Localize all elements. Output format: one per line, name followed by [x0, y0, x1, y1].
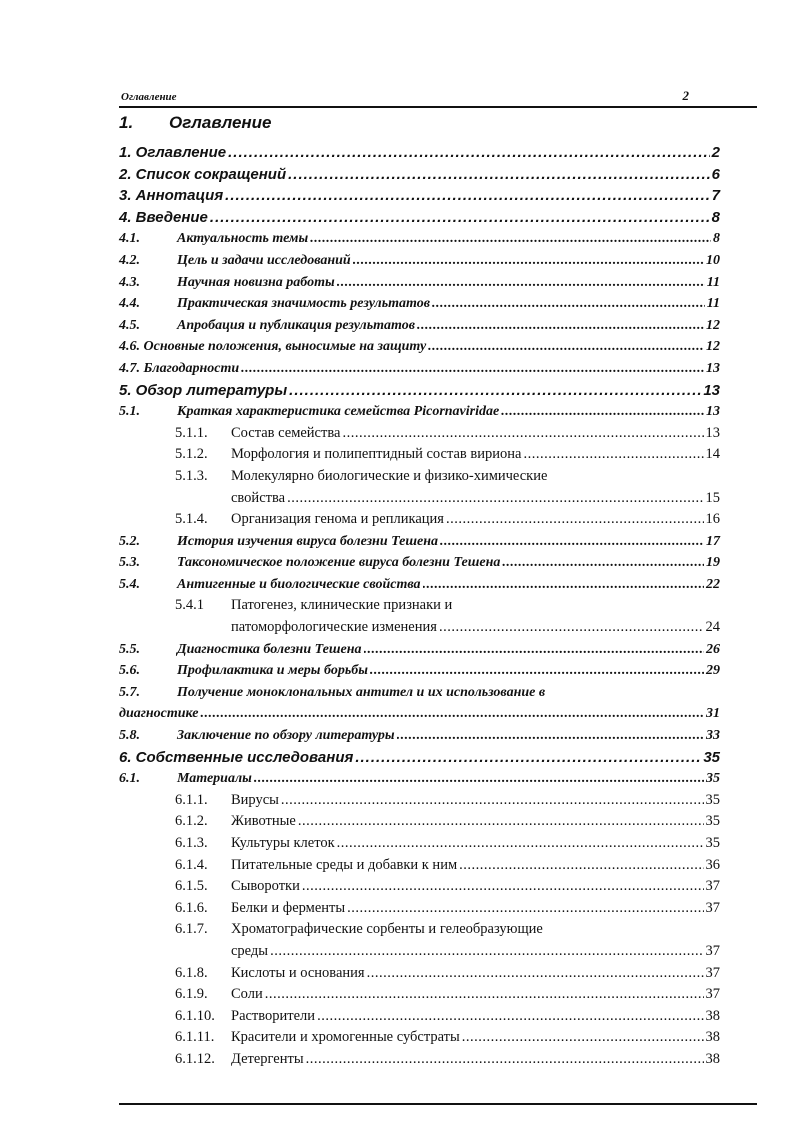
toc-entry[interactable] — [119, 1006, 720, 1028]
toc-leader-dots — [200, 703, 704, 725]
toc-entry-title: Научная новизна работы — [177, 274, 335, 290]
toc-entry-number: 4.2. — [119, 252, 140, 268]
toc-entry-page: 10 — [706, 252, 720, 268]
toc-entry[interactable] — [119, 595, 720, 617]
toc-leader-dots — [355, 747, 701, 769]
toc-entry-page: 35 — [703, 748, 720, 766]
toc-entry-page: 8 — [711, 208, 720, 226]
toc-entry-title: Профилактика и меры борьбы — [177, 663, 368, 679]
toc-leader-dots — [289, 380, 701, 402]
toc-leader-dots — [446, 509, 704, 531]
toc-entry-number: 6.1.7. — [175, 921, 208, 938]
toc-entry[interactable] — [119, 963, 720, 985]
toc-entry[interactable] — [119, 747, 720, 769]
toc-entry-page: 12 — [706, 317, 720, 333]
toc-leader-dots — [302, 876, 704, 898]
toc-leader-dots — [432, 293, 705, 315]
toc-leader-dots — [270, 941, 703, 963]
toc-leader-dots — [241, 358, 704, 380]
toc-entry[interactable] — [119, 293, 720, 315]
toc-entry[interactable] — [119, 919, 720, 941]
toc-entry-title: Питательные среды и добавки к ним — [231, 856, 458, 873]
toc-entry[interactable] — [119, 639, 720, 661]
toc-entry-page: 13 — [706, 404, 720, 420]
toc-entry-page: 24 — [705, 619, 720, 636]
toc-entry-page: 38 — [705, 1050, 720, 1067]
toc-leader-dots — [281, 790, 704, 812]
toc-entry-title: Патогенез, клинические признаки и — [231, 597, 453, 614]
toc-entry-page: 11 — [706, 296, 720, 312]
toc-entry[interactable] — [119, 811, 720, 833]
toc-entry-page: 8 — [713, 231, 720, 247]
toc-entry-title: Цель и задачи исследований — [177, 252, 351, 268]
toc-leader-dots — [459, 855, 703, 877]
toc-entry-page: 6 — [711, 165, 720, 183]
toc-entry[interactable] — [119, 833, 720, 855]
toc-entry-page: 35 — [705, 813, 720, 830]
toc-entry-number: 5.7. — [119, 684, 140, 700]
toc-entry-page: 35 — [706, 771, 720, 787]
toc-entry-page: 35 — [705, 791, 720, 808]
toc-entry-title: Состав семейства — [231, 424, 341, 441]
toc-leader-dots — [423, 574, 704, 596]
toc-entry-title: Молекулярно биологические и физико-химические — [231, 467, 548, 484]
toc-entry[interactable] — [119, 509, 720, 531]
toc-entry[interactable] — [119, 164, 720, 186]
toc-leader-dots — [342, 423, 703, 445]
toc-leader-dots — [353, 250, 704, 272]
toc-entry-page: 17 — [706, 533, 720, 549]
toc-entry-title: среды — [231, 942, 269, 959]
toc-entry-title: диагностике — [119, 706, 199, 722]
toc-entry-page: 38 — [705, 1007, 720, 1024]
toc-entry-number: 5.1. — [119, 404, 140, 420]
toc-entry[interactable] — [119, 552, 720, 574]
toc-entry-title: патоморфологические изменения — [231, 619, 437, 636]
toc-entry-page: 37 — [705, 942, 720, 959]
toc-entry-title: Материалы — [177, 771, 252, 787]
toc-entry-title: Соли — [231, 986, 263, 1003]
toc-entry-page: 26 — [706, 641, 720, 657]
toc-leader-dots — [337, 833, 704, 855]
toc-entry-number: 4.1. — [119, 231, 140, 247]
toc-entry-page: 37 — [705, 986, 720, 1003]
toc-entry-number: 6.1.10. — [175, 1007, 215, 1024]
toc-entry-number: 5.4. — [119, 576, 140, 592]
toc-entry-number: 6.1.3. — [175, 835, 208, 851]
toc-entry-number: 5.2. — [119, 533, 140, 549]
toc-entry-title: Красители и хромогенные субстраты — [231, 1029, 460, 1046]
toc-entry-title: Апробация и публикация результатов — [177, 317, 415, 333]
toc-leader-dots — [462, 1027, 704, 1049]
toc-entry-page: 22 — [706, 576, 720, 592]
page-title-text: Оглавление — [169, 113, 272, 132]
toc-entry-title: Краткая характеристика семейства Picornaviridae — [177, 404, 500, 420]
toc-entry-page: 14 — [705, 446, 720, 463]
toc-entry[interactable] — [119, 466, 720, 488]
toc-entry-title: Диагностика болезни Тешена — [177, 641, 362, 657]
toc-entry-number: 6.1.5. — [175, 878, 208, 895]
toc-entry[interactable] — [119, 682, 720, 704]
toc-entry-number: 4.5. — [119, 317, 140, 333]
toc-entry-page: 7 — [711, 187, 720, 205]
toc-entry-title: 4. Введение — [119, 208, 208, 226]
toc-entry-title: Кислоты и основания — [231, 964, 365, 981]
toc-entry-number: 6.1.12. — [175, 1050, 215, 1067]
toc-entry-number: 6.1.2. — [175, 813, 208, 830]
toc-entry-page: 31 — [706, 706, 720, 722]
toc-leader-dots — [210, 207, 710, 229]
toc-leader-dots — [440, 531, 704, 553]
toc-entry-number: 5.1.1. — [175, 424, 208, 441]
header-section-name: Оглавление — [121, 91, 177, 103]
toc-entry[interactable] — [119, 488, 720, 510]
toc-leader-dots — [298, 811, 704, 833]
toc-leader-dots — [254, 768, 704, 790]
toc-entry-title: Морфология и полипептидный состав вириона — [231, 446, 522, 463]
toc-entry[interactable] — [119, 444, 720, 466]
toc-entry-title: Актуальность темы — [177, 231, 309, 247]
toc-entry[interactable] — [119, 336, 720, 358]
page-title — [119, 113, 272, 133]
toc-entry-title: Детергенты — [231, 1050, 304, 1067]
toc-entry-number: 6.1.11. — [175, 1029, 215, 1046]
toc-entry[interactable] — [119, 1027, 720, 1049]
toc-entry-page: 16 — [705, 511, 720, 528]
toc-entry[interactable] — [119, 790, 720, 812]
header-page-number: 2 — [682, 88, 689, 103]
toc-leader-dots — [287, 488, 703, 510]
toc-entry-number: 5.1.3. — [175, 467, 208, 484]
toc-entry[interactable] — [119, 898, 720, 920]
toc-entry-number: 5.1.4. — [175, 511, 208, 528]
toc-entry-number: 6.1.6. — [175, 899, 208, 916]
toc-entry[interactable] — [119, 272, 720, 294]
toc-entry-title: Вирусы — [231, 791, 279, 808]
toc-entry[interactable] — [119, 531, 720, 553]
toc-entry-page: 19 — [706, 555, 720, 571]
toc-entry-page: 37 — [705, 878, 720, 895]
toc-entry-title: История изучения вируса болезни Тешена — [177, 533, 439, 549]
toc-entry[interactable] — [119, 207, 720, 229]
toc-entry[interactable] — [119, 315, 720, 337]
toc-entry-number: 5.4.1 — [175, 597, 204, 614]
toc-entry-title: Культуры клеток — [231, 835, 335, 851]
toc-entry-page: 38 — [705, 1029, 720, 1046]
toc-entry[interactable] — [119, 574, 720, 596]
toc-entry-title: свойства — [231, 489, 286, 506]
toc-entry-number: 5.8. — [119, 728, 140, 744]
toc-entry[interactable] — [119, 380, 720, 402]
toc-entry-number: 5.1.2. — [175, 446, 208, 463]
toc-entry-title: Заключение по обзору литературы — [177, 728, 395, 744]
toc-leader-dots — [397, 725, 704, 747]
toc-entry-page: 12 — [706, 339, 720, 355]
toc-leader-dots — [317, 1006, 703, 1028]
toc-entry-page: 11 — [706, 274, 720, 290]
toc-entry-title: 5. Обзор литературы — [119, 381, 288, 399]
footer-rule — [119, 1103, 757, 1105]
toc-entry-number: 5.5. — [119, 641, 140, 657]
toc-entry-title: 3. Аннотация — [119, 187, 224, 205]
running-header — [119, 86, 757, 108]
toc-leader-dots — [523, 444, 703, 466]
toc-entry[interactable] — [119, 358, 720, 380]
toc-leader-dots — [364, 639, 704, 661]
toc-leader-dots — [347, 898, 703, 920]
toc-entry[interactable] — [119, 423, 720, 445]
table-of-contents — [119, 142, 720, 1071]
toc-entry-page: 15 — [705, 489, 720, 506]
toc-entry[interactable] — [119, 768, 720, 790]
toc-leader-dots — [306, 1049, 704, 1071]
toc-leader-dots — [337, 272, 705, 294]
toc-leader-dots — [288, 164, 710, 186]
toc-entry-page: 13 — [703, 381, 720, 399]
toc-leader-dots — [310, 228, 711, 250]
toc-entry-number: 5.3. — [119, 555, 140, 571]
toc-entry-title: Организация генома и репликация — [231, 511, 444, 528]
toc-entry-title: 4.7. Благодарности — [119, 360, 240, 376]
toc-leader-dots — [228, 142, 710, 164]
toc-entry[interactable] — [119, 941, 720, 963]
toc-entry-title: 2. Список сокращений — [119, 165, 287, 183]
toc-entry[interactable] — [119, 703, 720, 725]
toc-entry-title: Сыворотки — [231, 878, 300, 895]
toc-entry[interactable] — [119, 855, 720, 877]
page-title-number: 1. — [119, 113, 134, 132]
toc-entry[interactable] — [119, 725, 720, 747]
toc-entry[interactable] — [119, 617, 720, 639]
toc-entry-number: 6.1.4. — [175, 856, 208, 873]
toc-leader-dots — [501, 401, 704, 423]
toc-entry[interactable] — [119, 660, 720, 682]
toc-entry-title: 4.6. Основные положения, выносимые на защиту — [119, 339, 427, 355]
toc-entry-title: Растворители — [231, 1007, 316, 1024]
toc-leader-dots — [265, 984, 704, 1006]
toc-entry-title: Хроматографические сорбенты и гелеобразующие — [231, 921, 543, 938]
toc-entry-number: 5.6. — [119, 663, 140, 679]
toc-entry-title: Практическая значимость результатов — [177, 296, 430, 312]
toc-leader-dots — [417, 315, 704, 337]
toc-entry-number: 4.4. — [119, 296, 140, 312]
toc-entry-title: Таксономическое положение вируса болезни Тешена — [177, 555, 501, 571]
toc-entry-page: 33 — [706, 728, 720, 744]
toc-entry-page: 2 — [711, 144, 720, 161]
toc-leader-dots — [428, 336, 704, 358]
toc-entry[interactable] — [119, 876, 720, 898]
toc-entry[interactable] — [119, 185, 720, 207]
toc-entry-number: 4.3. — [119, 274, 140, 290]
toc-entry[interactable] — [119, 228, 720, 250]
toc-entry-number: 6.1.9. — [175, 986, 208, 1003]
toc-entry-title: 1. Оглавление — [119, 144, 227, 161]
toc-entry[interactable] — [119, 984, 720, 1006]
toc-leader-dots — [225, 185, 709, 207]
toc-entry-number: 6.1. — [119, 771, 140, 787]
toc-entry[interactable] — [119, 401, 720, 423]
toc-leader-dots — [502, 552, 704, 574]
toc-entry-page: 37 — [705, 899, 720, 916]
toc-entry-title: 6. Собственные исследования — [119, 748, 354, 766]
toc-entry[interactable] — [119, 142, 720, 164]
toc-entry-page: 35 — [705, 835, 720, 851]
toc-entry-page: 36 — [705, 856, 720, 873]
toc-entry[interactable] — [119, 250, 720, 272]
toc-entry-title: Получение моноклональных антител и их использование в — [177, 684, 546, 700]
toc-entry-number: 6.1.1. — [175, 791, 208, 808]
toc-leader-dots — [439, 617, 704, 639]
toc-leader-dots — [370, 660, 704, 682]
toc-leader-dots — [367, 963, 704, 985]
toc-entry-number: 6.1.8. — [175, 964, 208, 981]
toc-entry-page: 13 — [706, 360, 720, 376]
toc-entry-page: 37 — [705, 964, 720, 981]
toc-entry-title: Антигенные и биологические свойства — [177, 576, 421, 592]
toc-entry-page: 29 — [706, 663, 720, 679]
toc-entry-title: Белки и ферменты — [231, 899, 346, 916]
toc-entry[interactable] — [119, 1049, 720, 1071]
toc-entry-page: 13 — [705, 424, 720, 441]
toc-entry-title: Животные — [231, 813, 296, 830]
